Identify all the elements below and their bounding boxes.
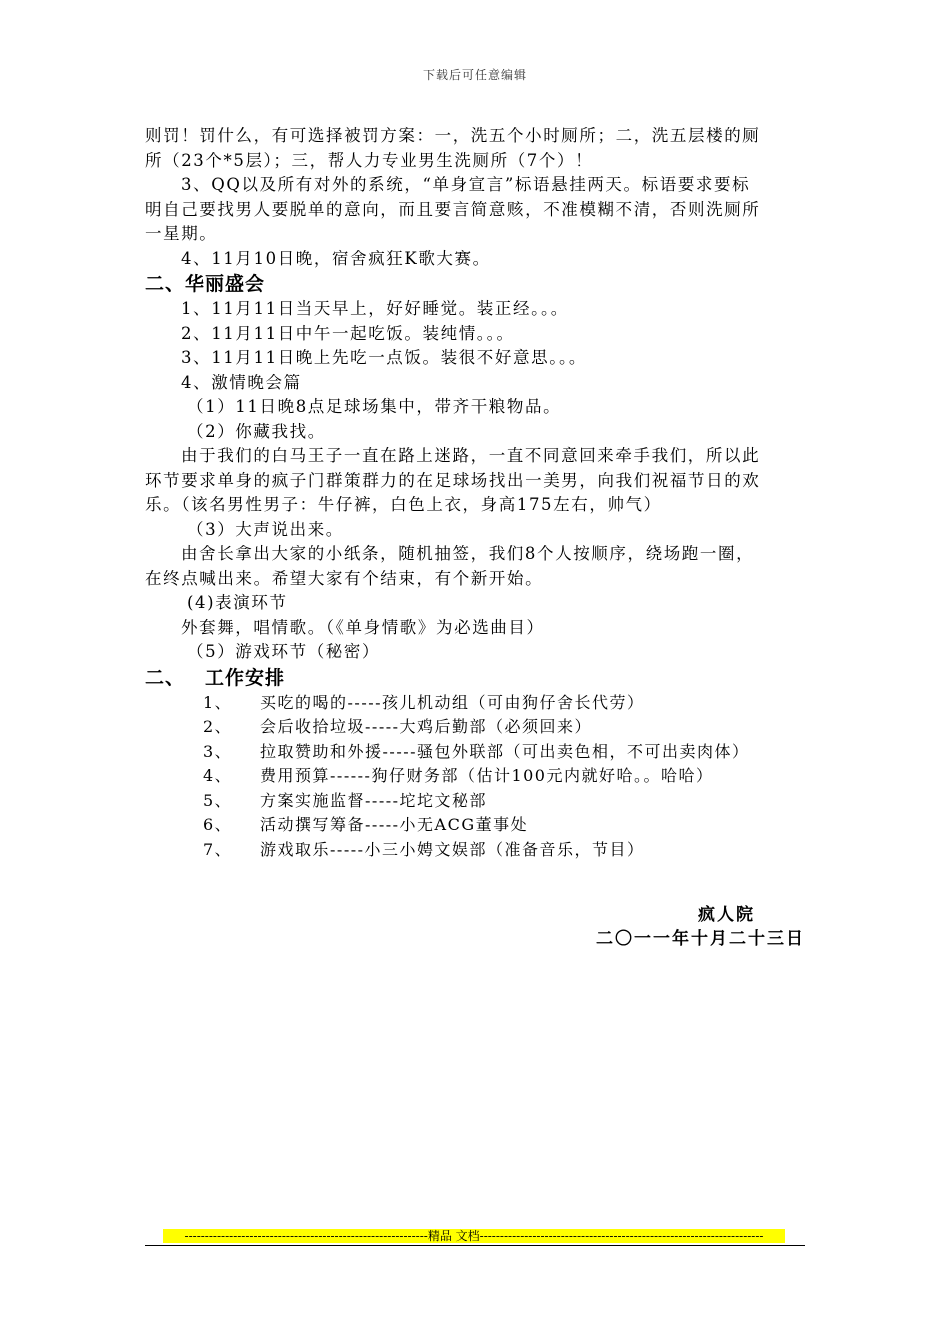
gala-item-1: 1、11月11日当天早上，好好睡觉。装正经。。。 <box>181 299 569 318</box>
paragraph-item-3-cont-1: 明自己要找男人要脱单的意向，而且要言简意赅，不准模糊不清，否则洗厕所 <box>145 199 761 219</box>
task-number: 2、 <box>203 717 233 736</box>
section-heading-work-text: 工作安排 <box>205 666 286 689</box>
paragraph-item-3-cont-2: 一星期。 <box>145 224 218 243</box>
gala-sub-4: (4)表演环节 <box>187 593 288 612</box>
task-row <box>145 789 805 814</box>
gala-sub-3-text-2: 在终点喊出来。希望大家有个结束，有个新开始。 <box>145 568 544 588</box>
gala-sub-2-text-3: 乐。（该名男性男子：牛仔裤，白色上衣，身高175左右，帅气） <box>145 495 662 514</box>
gala-item-4: 4、激情晚会篇 <box>181 372 302 392</box>
task-number: 5、 <box>203 790 233 810</box>
gala-sub-3: （3）大声说出来。 <box>187 519 344 539</box>
gala-item-2: 2、11月11日中午一起吃饭。装纯情。。。 <box>181 323 515 343</box>
gala-sub-3-text-1: 由舍长拿出大家的小纸条，随机抽签，我们8个人按顺序，绕场跑一圈， <box>181 544 755 563</box>
task-text: 费用预算------狗仔财务部（估计100元内就好哈。。哈哈） <box>260 766 714 785</box>
task-number: 7、 <box>203 839 233 859</box>
task-text: 方案实施监督-----坨坨文秘部 <box>260 790 488 810</box>
task-row <box>145 764 805 789</box>
paragraph-penalty-2: 所（23个*5层）；三，帮人力专业男生洗厕所（7个）！ <box>145 150 594 170</box>
footer-rule <box>145 1245 805 1246</box>
task-number: 6、 <box>203 815 233 834</box>
paragraph-item-3: 3、QQ以及所有对外的系统，“单身宣言”标语悬挂两天。标语要求要标 <box>181 175 751 194</box>
footer-label: 精品 文档 <box>427 1229 480 1243</box>
task-text: 拉取赞助和外援-----骚包外联部（可出卖色相，不可出卖肉体） <box>260 741 750 761</box>
task-row <box>145 813 805 838</box>
task-row <box>145 838 805 863</box>
task-number: 3、 <box>203 741 233 761</box>
paragraph-item-4: 4、11月10日晚，宿舍疯狂K歌大赛。 <box>181 248 491 268</box>
gala-sub-4-text: 外套舞，唱情歌。（《单身情歌》为必选曲目） <box>181 617 545 637</box>
task-number: 4、 <box>203 766 233 785</box>
signature-date: 二〇一一年十月二十三日 <box>596 929 805 949</box>
task-text: 活动撰写筹备-----小无ACG董事处 <box>260 815 529 834</box>
gala-sub-2-text-2: 环节要求单身的疯子门群策群力的在足球场找出一美男，向我们祝福节日的欢 <box>145 470 761 490</box>
task-row <box>145 691 805 716</box>
section-heading-work-prefix: 二、 <box>145 666 186 689</box>
page-header-note: 下载后可任意编辑 <box>422 68 527 82</box>
gala-sub-5: （5）游戏环节（秘密） <box>187 642 381 661</box>
footer-dashes-right: ---------------------------------------------------------------------- <box>479 1229 764 1243</box>
task-text: 会后收拾垃圾-----大鸡后勤部（必须回来） <box>260 717 593 736</box>
gala-item-3: 3、11月11日晚上先吃一点饭。装很不好意思。。。 <box>181 348 587 367</box>
signature-org: 疯人院 <box>698 905 755 925</box>
gala-sub-2-text-1: 由于我们的白马王子一直在路上迷路，一直不同意回来牵手我们，所以此 <box>181 446 761 465</box>
task-text: 游戏取乐-----小三小娉文娱部（准备音乐，节目） <box>260 839 645 859</box>
footer-highlight-bar <box>163 1229 785 1243</box>
task-number: 1、 <box>203 692 233 712</box>
task-row <box>145 715 805 740</box>
gala-sub-2: （2）你藏我找。 <box>187 421 326 441</box>
paragraph-penalty-1: 则罚！罚什么，有可选择被罚方案：一，洗五个小时厕所；二，洗五层楼的厕 <box>145 126 761 145</box>
section-heading-work <box>145 665 805 691</box>
section-heading-gala: 二、华丽盛会 <box>145 273 266 295</box>
task-row <box>145 740 805 765</box>
gala-sub-1: （1）11日晚8点足球场集中，带齐干粮物品。 <box>187 397 562 416</box>
task-text: 买吃的喝的-----孩儿机动组（可由狗仔舍长代劳） <box>260 692 645 712</box>
footer-dashes-left: ------------------------------------------------------------ <box>184 1229 428 1243</box>
document-body <box>145 124 805 949</box>
